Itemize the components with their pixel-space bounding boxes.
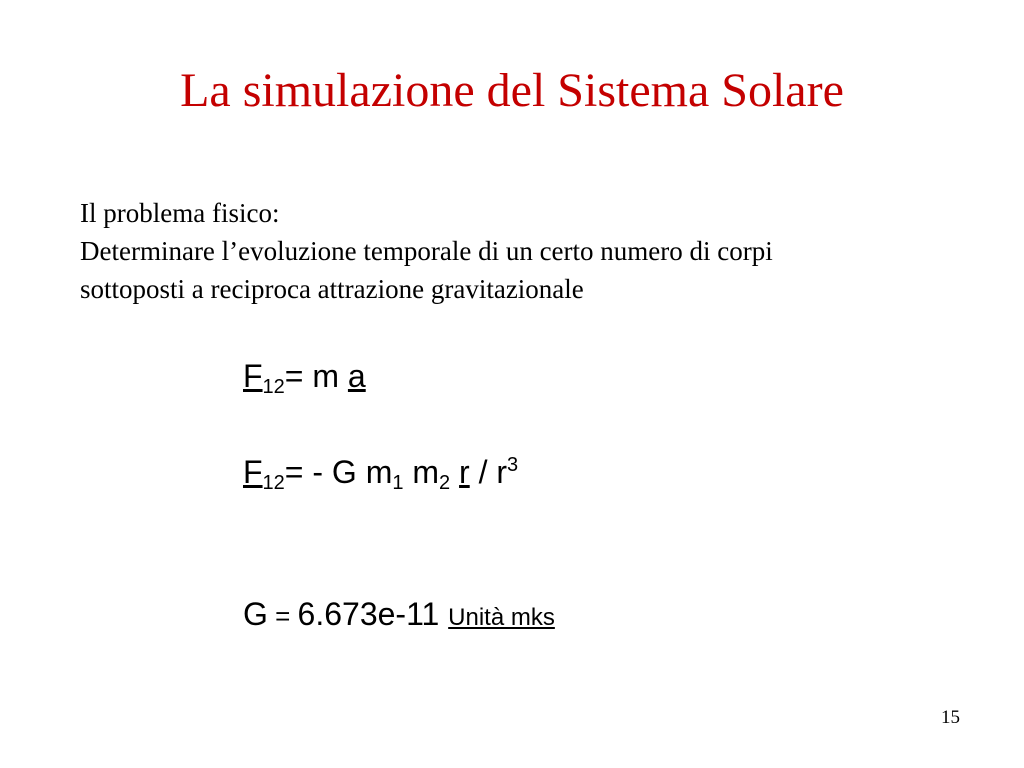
gravitation-law-formula (243, 454, 518, 495)
mass-2-symbol: m (403, 454, 440, 490)
intro-line: Determinare l’evoluzione temporale di un certo numero di corpi (80, 236, 773, 266)
page-number: 15 (941, 707, 960, 728)
intro-line: sottoposti a reciproca attrazione gravitazionale (80, 274, 584, 304)
formula-equals-mass: = m (284, 358, 348, 394)
formula-divide-distance: / r (469, 454, 508, 490)
force-subscript: 12 (262, 472, 285, 494)
gravity-constant-symbol: G (243, 596, 268, 632)
acceleration-vector-symbol: a (347, 358, 366, 394)
equals-sign: = (267, 601, 298, 631)
gravity-constant-value (243, 596, 555, 633)
force-vector-symbol: F (243, 358, 263, 394)
force-vector-symbol: F (243, 454, 263, 490)
units-label: Unità mks (448, 604, 555, 631)
gravity-constant-number: 6.673e-11 (297, 596, 440, 632)
intro-line: Il problema fisico: (80, 198, 280, 228)
formula-gravity-constant-mass: = - G m (284, 454, 393, 490)
distance-vector-symbol: r (459, 454, 470, 490)
intro-text (80, 194, 980, 308)
formula-space (450, 454, 459, 490)
newton-second-law-formula (243, 358, 366, 399)
mass-2-subscript: 2 (439, 472, 451, 494)
force-subscript: 12 (262, 376, 285, 398)
distance-exponent: 3 (507, 454, 519, 476)
slide-title: La simulazione del Sistema Solare (180, 64, 844, 117)
mass-1-subscript: 1 (392, 472, 404, 494)
